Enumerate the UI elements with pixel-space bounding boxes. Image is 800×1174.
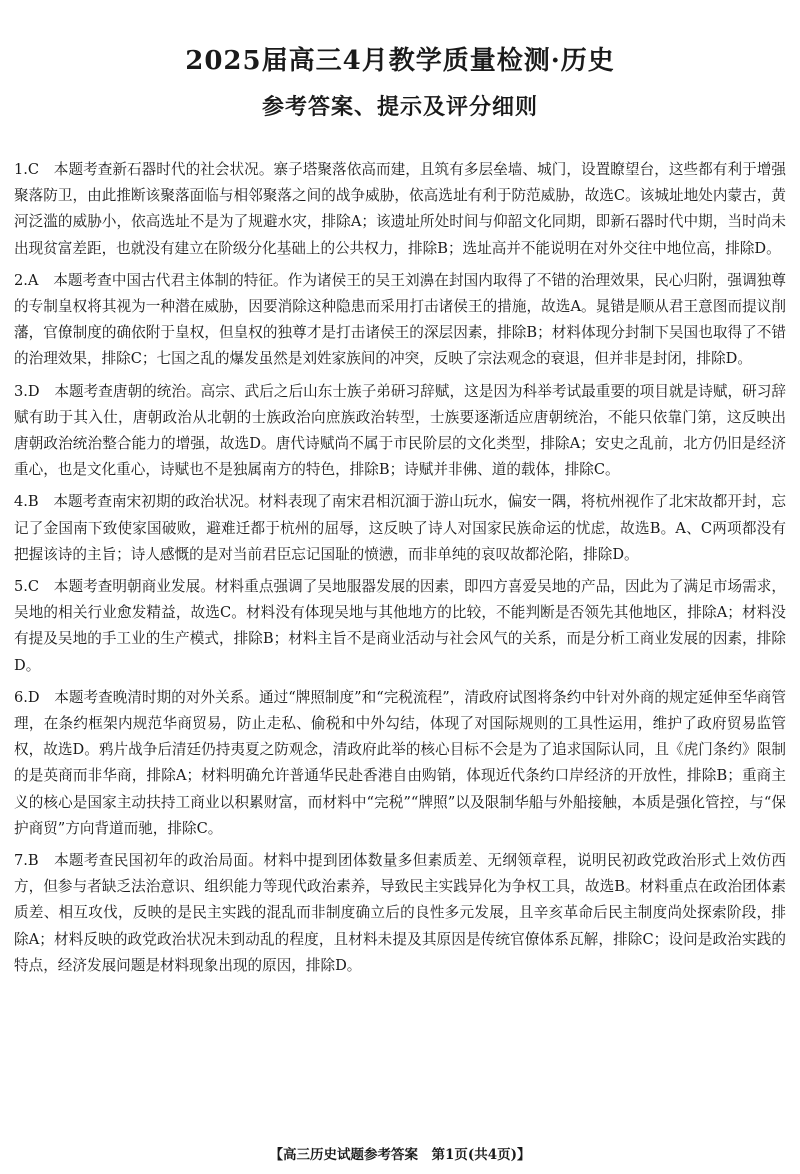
answer-item	[14, 379, 786, 484]
answer-text: 本题考查明朝商业发展。材料重点强调了吴地服器发展的因素，即四方喜爱吴地的产品，因此为了满足市场需求，吴地的相关行业愈发精益，故选C。材料没有体现吴地与其他地方的比较，不能判断是否领先其他地区，排除A；材料没有提及吴地的手工业的生产模式，排除B；材料主旨不是商业活动与社会风气的关系，而是分析工商业发展的因素，排除D。	[14, 578, 786, 674]
answer-text: 本题考查中国古代君主体制的特征。作为诸侯王的吴王刘濞在封国内取得了不错的治理效果，民心归附，强调独尊的专制皇权将其视为一种潜在威胁，因要消除这种隐患而采用打击诸侯王的措施，故选A。晁错是顺从君王意图而提议削藩，官僚制度的确依附于皇权，但皇权的独尊才是打击诸侯王的深层因素，排除B；材料体现分封制下吴国也取得了不错的治理效果，排除C；七国之乱的爆发虽然是刘姓家族间的冲突，反映了宗法观念的衰退，但并非是封闭，排除D。	[14, 271, 786, 368]
answer-item	[14, 157, 786, 262]
page-subtitle: 参考答案、提示及评分细则	[261, 94, 538, 120]
answer-number: 5.C	[14, 578, 40, 596]
answer-text: 本题考查唐朝的统治。高宗、武后之后山东士族子弟研习辞赋，这是因为科举考试最重要的项目就是诗赋，研习辞赋有助于其入仕，唐朝政治从北朝的士族政治向庶族政治转型，士族要逐渐适应唐朝统治，不能只依靠门第，这反映出唐朝政治统治整合能力的增强，故选D。唐代诗赋尚不属于市民阶层的文化类型，排除A；安史之乱前，北方仍旧是经济重心，也是文化重心，诗赋也不是独属南方的特色，排除B；诗赋并非佛、道的载体，排除C。	[14, 382, 786, 479]
answer-text: 本题考查晚清时期的对外关系。通过“牌照制度”和“完税流程”，清政府试图将条约中针对外商的规定延伸至华商管理，在条约框架内规范华商贸易，防止走私、偷税和中外勾结，体现了对国际规则的工具性运用，维护了政府贸易监管权，故选D。鸦片战争后清廷仍持夷夏之防观念，清政府此举的核心目标不会是为了追求国际认同，且《虎门条约》限制的是英商而非华商，排除A；材料明确允许普通华民赴香港自由购销，体现近代条约口岸经济的开放性，排除B；重商主义的核心是国家主动扶持工商业以积累财富，而材料中“完税”“牌照”以及限制华船与外船接触，本质是强化管控，与“保护商贸”方向背道而驰，排除C。	[14, 688, 786, 837]
page-footer: 【高三历史试题参考答案 第1页(共4页)】	[269, 1147, 531, 1163]
answer-item	[14, 489, 786, 568]
answer-number: 3.D	[14, 382, 40, 400]
answer-number: 7.B	[14, 852, 39, 870]
answer-text: 本题考查民国初年的政治局面。材料中提到团体数量多但素质差、无纲领章程，说明民初政党政治形式上效仿西方，但参与者缺乏法治意识、组织能力等现代政治素养，导致民主实践异化为争权工具，故选B。材料重点在政治团体素质差、相互攻伐，反映的是民主实践的混乱而非制度确立后的良性多元发展，且辛亥革命后民主制度尚处探索阶段，排除A；材料反映的政党政治状况未到动乱的程度，且材料未提及其原因是传统官僚体系瓦解，排除C；设问是政治实践的特点，经济发展问题是材料现象出现的原因，排除D。	[14, 852, 786, 974]
answer-item	[14, 685, 786, 842]
answer-number: 6.D	[14, 688, 40, 706]
answer-number: 4.B	[14, 493, 39, 511]
answer-list	[14, 157, 786, 985]
page-title: 2025届高三4月教学质量检测·历史	[185, 46, 615, 76]
answer-text: 本题考查新石器时代的社会状况。寨子塔聚落依高而建，且筑有多层垒墙、城门，设置瞭望台，这些都有利于增强聚落防卫，由此推断该聚落面临与相邻聚落之间的战争威胁，依高选址有利于防范威胁，故选C。该城址地处内蒙古，黄河泛滥的威胁小，依高选址不是为了规避水灾，排除A；该遗址所处时间与仰韶文化同期，即新石器时代中期，当时尚未出现贫富差距，也就没有建立在阶级分化基础上的公共权力，排除B；选址高并不能说明在对外交往中地位高，排除D。	[14, 161, 786, 257]
answer-item	[14, 848, 786, 979]
answer-number: 1.C	[14, 161, 40, 178]
answer-text: 本题考查南宋初期的政治状况。材料表现了南宋君相沉湎于游山玩水，偏安一隅，将杭州视作了北宋故都开封，忘记了金国南下致使家国破败，避难迁都于杭州的屈辱，这反映了诗人对国家民族命运的忧虑，故选B。A、C两项都没有把握该诗的主旨；诗人感慨的是对当前君臣忘记国耻的愤懑，而非单纯的哀叹故都沦陷，排除D。	[14, 493, 786, 563]
answer-number: 2.A	[14, 271, 39, 289]
answer-item	[14, 268, 786, 373]
answer-item	[14, 574, 786, 679]
